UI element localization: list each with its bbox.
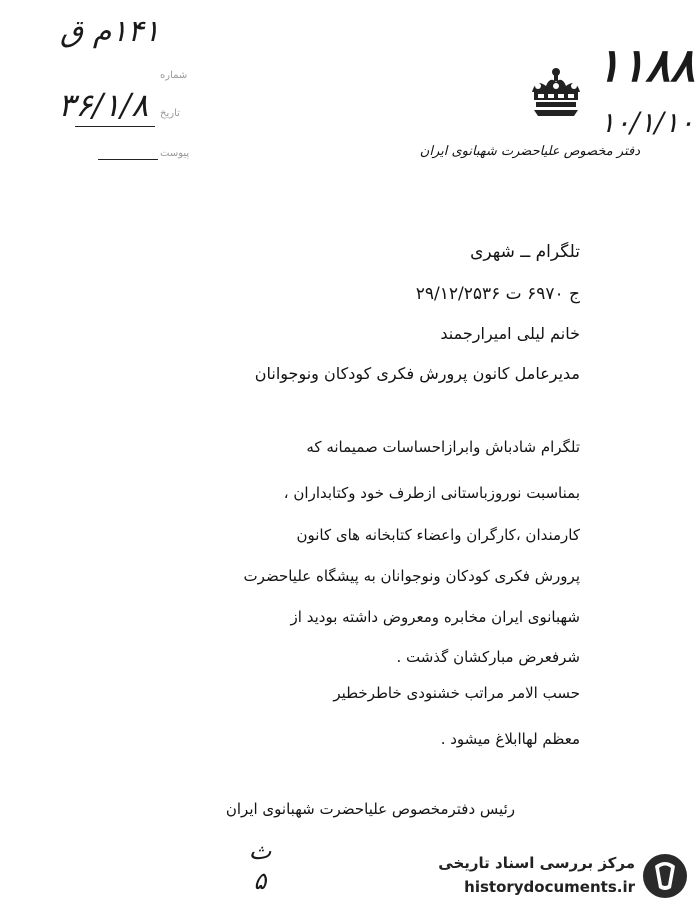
closing-line: معظم لهاابلاغ میشود . bbox=[440, 730, 580, 748]
watermark-title: مرکز بررسی اسناد تاریخی bbox=[438, 854, 635, 872]
field-number-label: شماره bbox=[160, 70, 188, 81]
handwritten-ref-2: ۱۰/۱/۱۰ bbox=[600, 106, 695, 139]
watermark bbox=[410, 850, 695, 906]
office-title: دفتر مخصوص علیاحضرت شهبانوی ایران bbox=[419, 144, 640, 159]
recipient-name: خانم لیلی امیرارجمند bbox=[440, 324, 580, 343]
field-date-label: تاریخ bbox=[160, 108, 180, 119]
field-attachment-label: پیوست bbox=[160, 148, 190, 159]
body-line: بمناسبت نوروزباستانی ازطرف خود وکتابداران ، bbox=[283, 484, 580, 502]
handwritten-mark: ث ۵ bbox=[248, 837, 272, 895]
body-line: پرورش فکری کودکان ونوجوانان به پیشگاه علیاحضرت bbox=[243, 567, 580, 585]
handwritten-ref: ۱۱۸۸ bbox=[596, 38, 695, 92]
body-line: شرفعرض مبارکشان گذشت . bbox=[396, 648, 580, 666]
closing-line: حسب الامر مراتب خشنودی خاطرخطیر bbox=[333, 684, 580, 702]
date-underline bbox=[75, 126, 155, 127]
letter-type-line: تلگرام ــ شهری bbox=[470, 242, 580, 262]
handwritten-date: ۳۶/۱/۸ bbox=[58, 86, 149, 124]
letter-ref-line: ج ۶۹۷۰ ت ۲۹/۱۲/۲۵۳۶ bbox=[415, 284, 580, 304]
body-line: تلگرام شادباش وابرازاحساسات صمیمانه که bbox=[306, 438, 580, 456]
attachment-underline bbox=[98, 159, 158, 160]
handwritten-number: ۱۴۱م ق bbox=[60, 14, 160, 49]
body-line: شهبانوی ایران مخابره ومعروض داشته بودید از bbox=[290, 608, 580, 626]
watermark-logo-icon bbox=[641, 852, 689, 900]
body-line: کارمندان ،کارگران واعضاء کتابخانه های کانون bbox=[296, 526, 580, 544]
crown-emblem-icon bbox=[524, 64, 588, 122]
recipient-title: مدیرعامل کانون پرورش فکری کودکان ونوجوانان bbox=[254, 364, 580, 383]
watermark-url: historydocuments.ir bbox=[464, 878, 635, 896]
signature-line: رئیس دفترمخصوص علیاحضرت شهبانوی ایران bbox=[225, 800, 515, 818]
